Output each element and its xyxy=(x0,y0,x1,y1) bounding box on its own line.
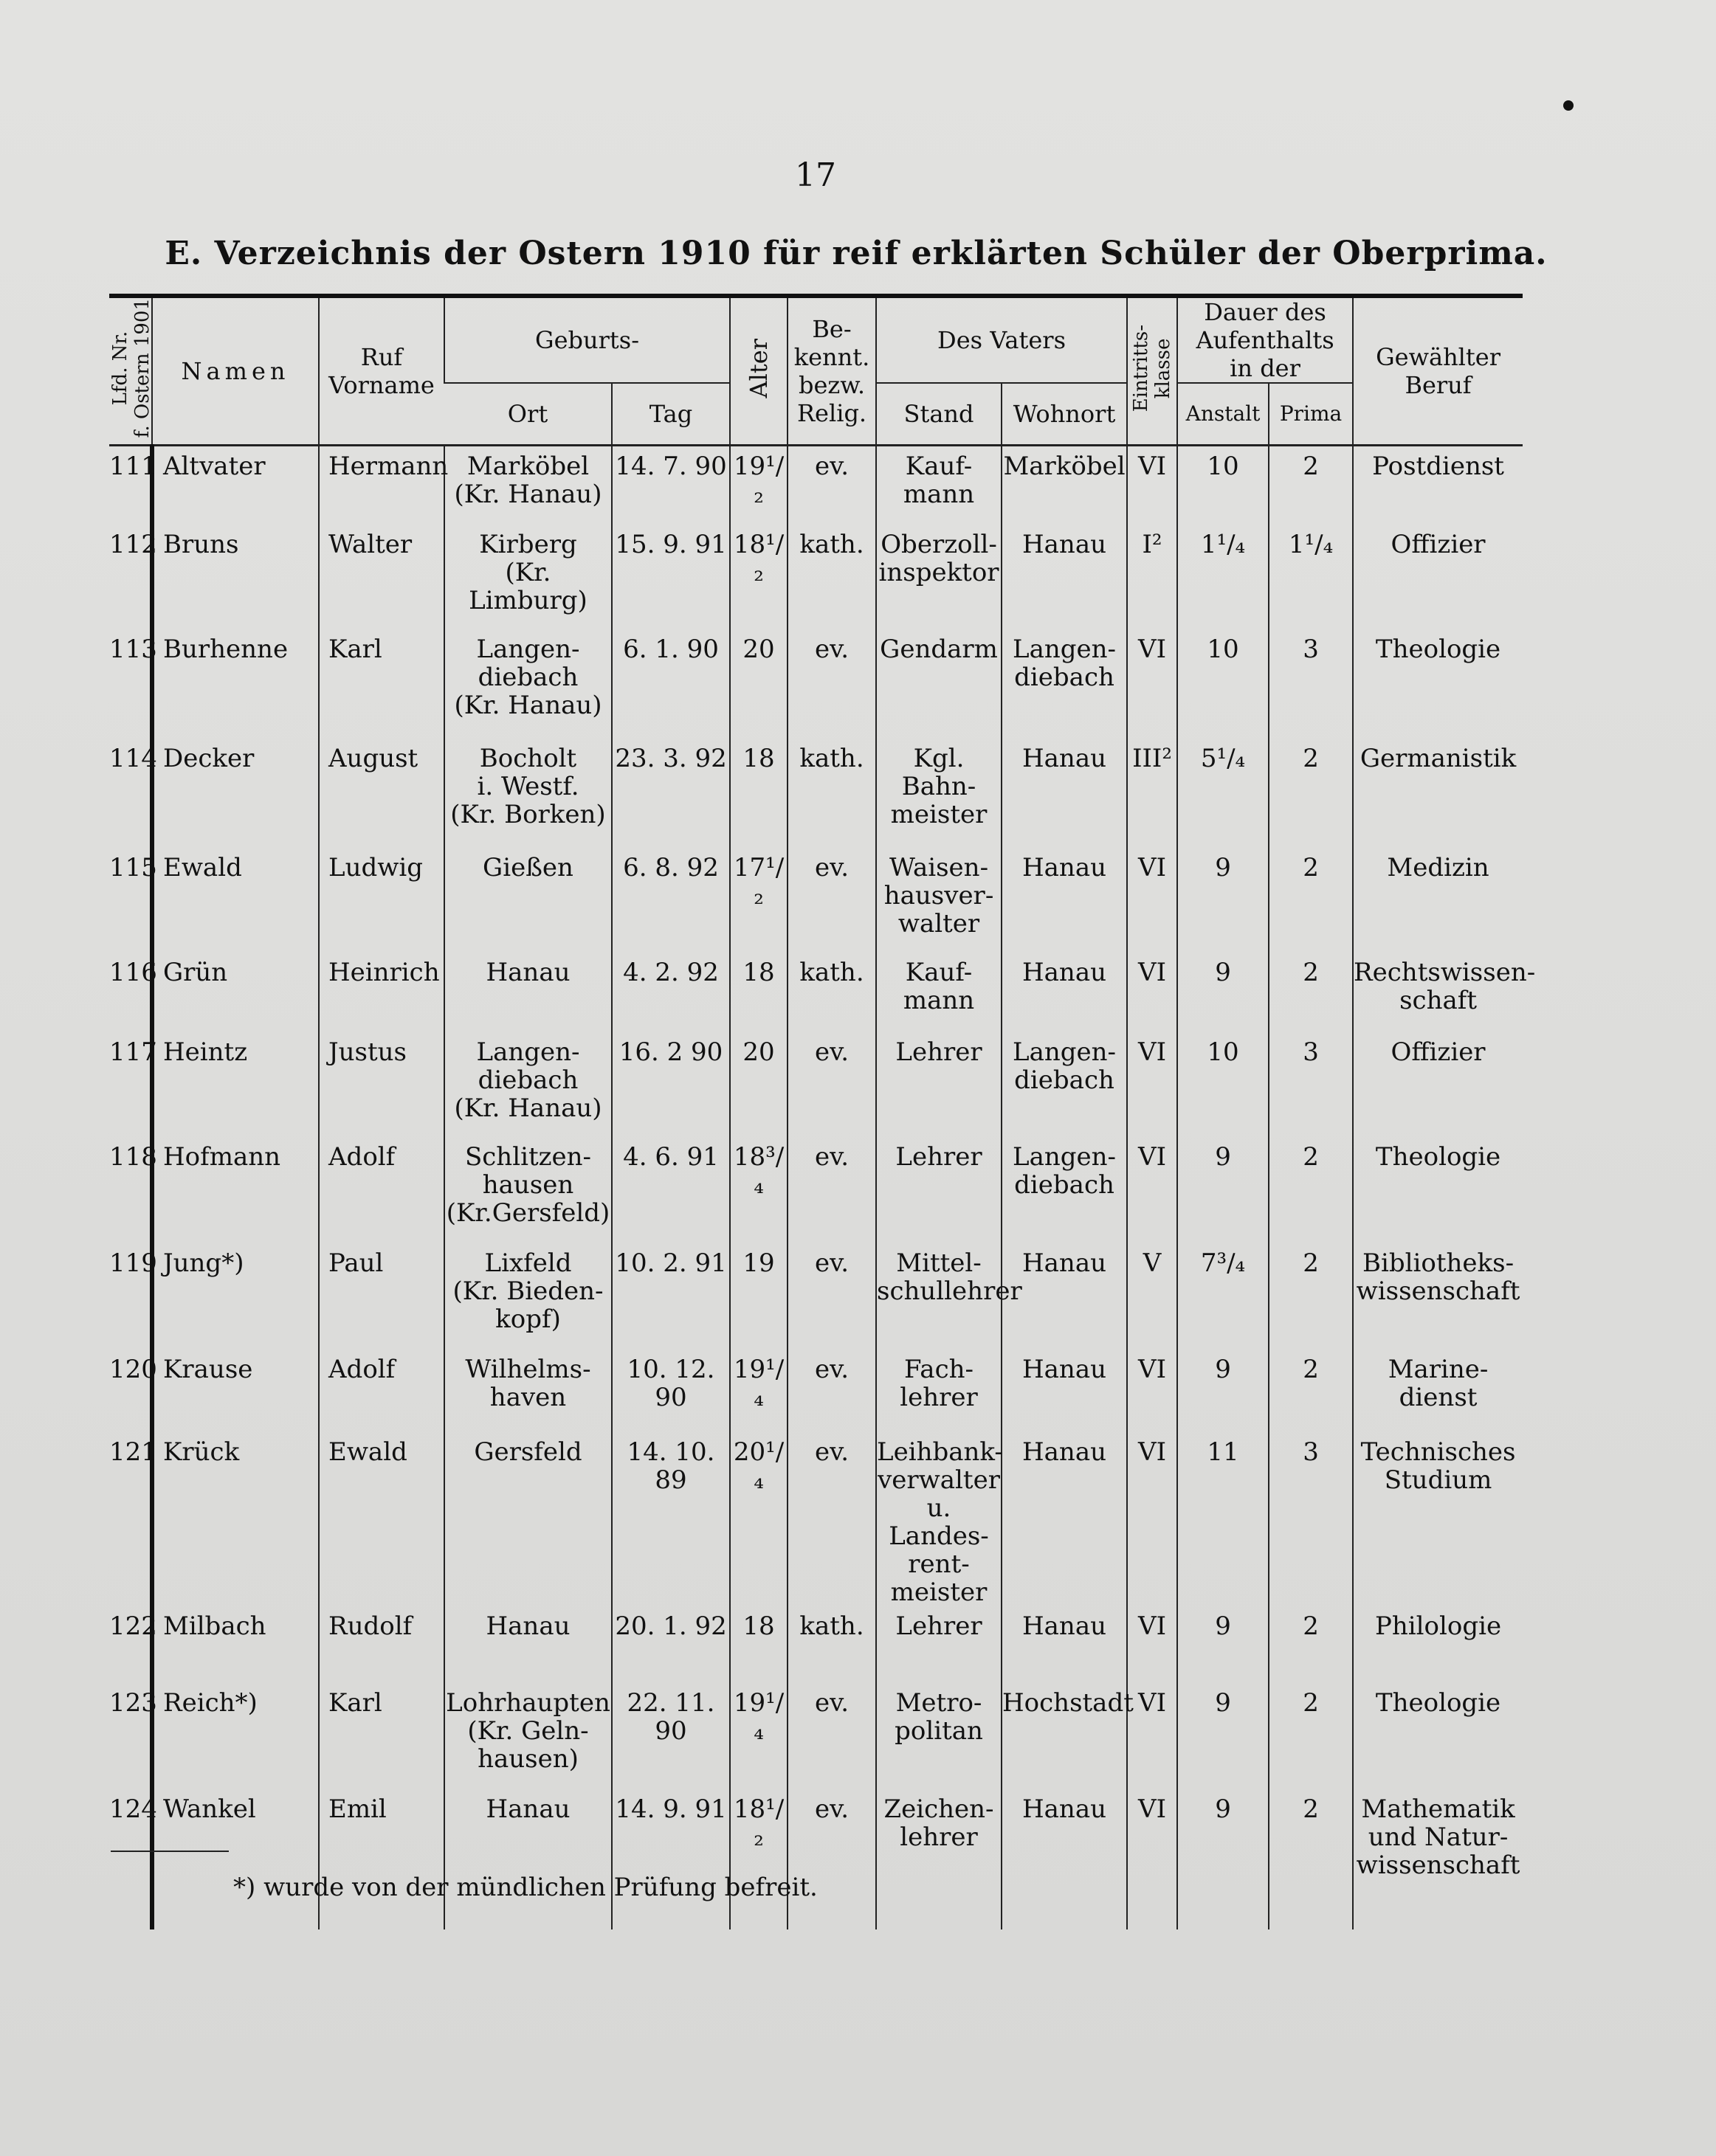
header-stand: Stand xyxy=(876,383,1002,445)
entry-class-cell: V xyxy=(1127,1243,1177,1350)
birth-date-cell: 14. 7. 90 xyxy=(612,445,730,525)
table-row xyxy=(109,1606,1523,1683)
header-dauer: Dauer des Aufenthalts in der xyxy=(1177,298,1353,383)
first-name-cell: Rudolf xyxy=(319,1606,444,1683)
surname-cell: Jung*) xyxy=(152,1243,319,1350)
birthplace-cell: Lixfeld (Kr. Bieden- kopf) xyxy=(444,1243,612,1350)
row-number-cell: 114 xyxy=(109,744,157,773)
entry-class-cell: VI xyxy=(1127,445,1177,525)
years-prima-cell: 1¹/₄ xyxy=(1269,525,1353,629)
years-prima-cell: 3 xyxy=(1269,629,1353,739)
father-occupation-cell: Zeichen- lehrer xyxy=(876,1789,1002,1929)
entry-class-cell: VI xyxy=(1127,1683,1177,1789)
table-row xyxy=(109,525,1523,629)
age-cell: 20 xyxy=(730,1032,788,1137)
years-school-cell: 7³/₄ xyxy=(1177,1243,1269,1350)
father-occupation-cell: Waisen- hausver- walter xyxy=(876,848,1002,953)
years-prima-cell: 2 xyxy=(1269,1350,1353,1432)
entry-class-cell: VI xyxy=(1127,953,1177,1032)
first-name-cell: Adolf xyxy=(319,1350,444,1432)
birth-date-cell: 4. 2. 92 xyxy=(612,953,730,1032)
years-school-cell: 9 xyxy=(1177,953,1269,1032)
birth-date-cell: 16. 2 90 xyxy=(612,1032,730,1137)
entry-class-cell: VI xyxy=(1127,1789,1177,1929)
row-number-cell: 115 xyxy=(109,853,157,882)
birth-date-cell: 15. 9. 91 xyxy=(612,525,730,629)
row-number-cell: 121 xyxy=(109,1437,157,1467)
header-lfd-nr: Lfd. Nr. f. Ostern 1901 xyxy=(109,298,152,445)
religion-cell: kath. xyxy=(788,1606,876,1683)
father-occupation-cell: Kauf- mann xyxy=(876,445,1002,525)
surname-cell: Burhenne xyxy=(152,629,319,739)
years-school-cell: 10 xyxy=(1177,445,1269,525)
surname-cell: Krause xyxy=(152,1350,319,1432)
entry-class-cell: VI xyxy=(1127,1432,1177,1606)
birthplace-cell: Kirberg (Kr. Limburg) xyxy=(444,525,612,629)
years-school-cell: 9 xyxy=(1177,848,1269,953)
years-prima-cell: 2 xyxy=(1269,739,1353,848)
ink-speck xyxy=(1563,100,1574,111)
birthplace-cell: Hanau xyxy=(444,953,612,1032)
father-occupation-cell: Leihbank- verwalter u. Landes- rent- meister xyxy=(876,1432,1002,1606)
table-row xyxy=(109,629,1523,739)
father-residence-cell: Langen- diebach xyxy=(1002,1137,1127,1243)
birthplace-cell: Langen- diebach (Kr. Hanau) xyxy=(444,629,612,739)
header-anstalt: Anstalt xyxy=(1177,383,1269,445)
chosen-career-cell: Marine- dienst xyxy=(1353,1350,1523,1432)
birthplace-cell: Langen- diebach (Kr. Hanau) xyxy=(444,1032,612,1137)
entry-class-cell: VI xyxy=(1127,1606,1177,1683)
entry-class-cell: VI xyxy=(1127,848,1177,953)
row-number-cell: 112 xyxy=(109,530,157,559)
father-residence-cell: Langen- diebach xyxy=(1002,1032,1127,1137)
father-residence-cell: Marköbel xyxy=(1002,445,1127,525)
surname-cell: Heintz xyxy=(152,1032,319,1137)
header-ort: Ort xyxy=(444,383,612,445)
header-prima: Prima xyxy=(1269,383,1353,445)
header-des-vaters: Des Vaters xyxy=(876,298,1127,383)
entry-class-cell: VI xyxy=(1127,1137,1177,1243)
father-occupation-cell: Fach- lehrer xyxy=(876,1350,1002,1432)
birthplace-cell: Hanau xyxy=(444,1606,612,1683)
birthplace-cell: Gießen xyxy=(444,848,612,953)
years-prima-cell: 2 xyxy=(1269,1606,1353,1683)
footnote-rule xyxy=(111,1851,229,1852)
father-occupation-cell: Gendarm xyxy=(876,629,1002,739)
years-prima-cell: 2 xyxy=(1269,953,1353,1032)
birth-date-cell: 6. 1. 90 xyxy=(612,629,730,739)
header-geburts: Geburts- xyxy=(444,298,730,383)
father-occupation-cell: Lehrer xyxy=(876,1137,1002,1243)
row-number-cell: 124 xyxy=(109,1794,157,1824)
first-name-cell: Walter xyxy=(319,525,444,629)
religion-cell: ev. xyxy=(788,1137,876,1243)
table-body xyxy=(109,445,1536,1929)
age-cell: 19 xyxy=(730,1243,788,1350)
age-cell: 18³/₄ xyxy=(730,1137,788,1243)
religion-cell: kath. xyxy=(788,739,876,848)
page-title: E. Verzeichnis der Ostern 1910 für reif erklärten Schüler der Oberprima. xyxy=(165,235,1548,272)
page-number: 17 xyxy=(795,156,836,194)
religion-cell: ev. xyxy=(788,445,876,525)
birthplace-cell: Gersfeld xyxy=(444,1432,612,1606)
surname-cell: Altvater xyxy=(152,445,319,525)
chosen-career-cell: Mathematik und Natur- wissenschaft xyxy=(1353,1789,1523,1929)
chosen-career-cell: Rechtswissen- schaft xyxy=(1353,953,1523,1032)
graduates-table xyxy=(109,298,1536,1929)
years-school-cell: 9 xyxy=(1177,1137,1269,1243)
footnote: *) wurde von der mündlichen Prüfung befreit. xyxy=(233,1873,818,1902)
father-residence-cell: Hanau xyxy=(1002,1606,1127,1683)
years-prima-cell: 3 xyxy=(1269,1032,1353,1137)
age-cell: 19¹/₂ xyxy=(730,445,788,525)
age-cell: 20¹/₄ xyxy=(730,1432,788,1606)
table-row xyxy=(109,739,1523,848)
first-name-cell: Adolf xyxy=(319,1137,444,1243)
religion-cell: ev. xyxy=(788,1683,876,1789)
years-prima-cell: 2 xyxy=(1269,445,1353,525)
father-occupation-cell: Mittel- schullehrer xyxy=(876,1243,1002,1350)
table-row xyxy=(109,1683,1523,1789)
birth-date-cell: 20. 1. 92 xyxy=(612,1606,730,1683)
birth-date-cell: 23. 3. 92 xyxy=(612,739,730,848)
row-number-cell: 117 xyxy=(109,1037,157,1067)
surname-cell: Milbach xyxy=(152,1606,319,1683)
father-residence-cell: Hanau xyxy=(1002,1350,1127,1432)
header-bekenntnis: Be- kennt. bezw. Relig. xyxy=(788,298,876,445)
table-row xyxy=(109,848,1523,953)
first-name-cell: Ludwig xyxy=(319,848,444,953)
father-occupation-cell: Metro- politan xyxy=(876,1683,1002,1789)
birthplace-cell: Hanau xyxy=(444,1789,612,1929)
surname-cell: Ewald xyxy=(152,848,319,953)
years-prima-cell: 2 xyxy=(1269,1243,1353,1350)
birthplace-cell: Lohrhaupten (Kr. Geln- hausen) xyxy=(444,1683,612,1789)
entry-class-cell: III² xyxy=(1127,739,1177,848)
chosen-career-cell: Technisches Studium xyxy=(1353,1432,1523,1606)
surname-cell: Hofmann xyxy=(152,1137,319,1243)
table-row xyxy=(109,1137,1523,1243)
religion-cell: ev. xyxy=(788,1432,876,1606)
surname-cell: Grün xyxy=(152,953,319,1032)
age-cell: 20 xyxy=(730,629,788,739)
chosen-career-cell: Theologie xyxy=(1353,629,1523,739)
years-school-cell: 9 xyxy=(1177,1606,1269,1683)
birth-date-cell: 14. 9. 91 xyxy=(612,1789,730,1929)
surname-cell: Krück xyxy=(152,1432,319,1606)
header-wohnort: Wohnort xyxy=(1002,383,1127,445)
surname-cell: Bruns xyxy=(152,525,319,629)
father-residence-cell: Hochstadt xyxy=(1002,1683,1127,1789)
years-school-cell: 9 xyxy=(1177,1789,1269,1929)
entry-class-cell: VI xyxy=(1127,629,1177,739)
age-cell: 19¹/₄ xyxy=(730,1350,788,1432)
years-school-cell: 9 xyxy=(1177,1350,1269,1432)
age-cell: 18 xyxy=(730,1606,788,1683)
father-residence-cell: Hanau xyxy=(1002,1432,1127,1606)
years-school-cell: 5¹/₄ xyxy=(1177,739,1269,848)
chosen-career-cell: Offizier xyxy=(1353,1032,1523,1137)
father-occupation-cell: Lehrer xyxy=(876,1606,1002,1683)
entry-class-cell: VI xyxy=(1127,1032,1177,1137)
row-number-cell: 120 xyxy=(109,1355,157,1384)
father-residence-cell: Hanau xyxy=(1002,525,1127,629)
years-school-cell: 10 xyxy=(1177,629,1269,739)
chosen-career-cell: Germanistik xyxy=(1353,739,1523,848)
father-occupation-cell: Lehrer xyxy=(876,1032,1002,1137)
header-beruf: Gewählter Beruf xyxy=(1353,298,1523,445)
religion-cell: ev. xyxy=(788,1243,876,1350)
father-residence-cell: Hanau xyxy=(1002,848,1127,953)
birth-date-cell: 22. 11. 90 xyxy=(612,1683,730,1789)
birthplace-cell: Bocholt i. Westf. (Kr. Borken) xyxy=(444,739,612,848)
table-row xyxy=(109,1432,1523,1606)
years-prima-cell: 3 xyxy=(1269,1432,1353,1606)
father-residence-cell: Hanau xyxy=(1002,739,1127,848)
age-cell: 18 xyxy=(730,953,788,1032)
row-number-cell: 118 xyxy=(109,1142,157,1172)
father-occupation-cell: Kgl. Bahn- meister xyxy=(876,739,1002,848)
row-number-cell: 113 xyxy=(109,635,157,664)
years-school-cell: 1¹/₄ xyxy=(1177,525,1269,629)
age-cell: 18¹/₂ xyxy=(730,525,788,629)
birthplace-cell: Marköbel (Kr. Hanau) xyxy=(444,445,612,525)
header-rufname: Ruf Vorname xyxy=(319,298,444,445)
years-prima-cell: 2 xyxy=(1269,1683,1353,1789)
row-number-cell: 116 xyxy=(109,958,157,987)
header-row-1 xyxy=(109,298,1523,383)
surname-cell: Decker xyxy=(152,739,319,848)
religion-cell: kath. xyxy=(788,953,876,1032)
chosen-career-cell: Theologie xyxy=(1353,1137,1523,1243)
table-row xyxy=(109,445,1523,525)
chosen-career-cell: Postdienst xyxy=(1353,445,1523,525)
father-residence-cell: Hanau xyxy=(1002,1789,1127,1929)
first-name-cell: Hermann xyxy=(319,445,444,525)
surname-cell: Reich*) xyxy=(152,1683,319,1789)
birth-date-cell: 6. 8. 92 xyxy=(612,848,730,953)
table-row xyxy=(109,1789,1523,1929)
chosen-career-cell: Theologie xyxy=(1353,1683,1523,1789)
age-cell: 17¹/₂ xyxy=(730,848,788,953)
row-number-cell: 122 xyxy=(109,1611,157,1641)
entry-class-cell: VI xyxy=(1127,1350,1177,1432)
birth-date-cell: 14. 10. 89 xyxy=(612,1432,730,1606)
father-residence-cell: Hanau xyxy=(1002,1243,1127,1350)
row-number-cell: 111 xyxy=(109,451,157,481)
religion-cell: ev. xyxy=(788,629,876,739)
religion-cell: ev. xyxy=(788,1350,876,1432)
surname-cell: Wankel xyxy=(152,1789,319,1929)
chosen-career-cell: Bibliotheks- wissenschaft xyxy=(1353,1243,1523,1350)
birth-date-cell: 4. 6. 91 xyxy=(612,1137,730,1243)
years-school-cell: 10 xyxy=(1177,1032,1269,1137)
table-row xyxy=(109,1032,1523,1137)
chosen-career-cell: Philologie xyxy=(1353,1606,1523,1683)
row-number-cell: 119 xyxy=(109,1248,157,1278)
father-occupation-cell: Kauf- mann xyxy=(876,953,1002,1032)
years-prima-cell: 2 xyxy=(1269,1137,1353,1243)
first-name-cell: August xyxy=(319,739,444,848)
first-name-cell: Emil xyxy=(319,1789,444,1929)
first-name-cell: Karl xyxy=(319,1683,444,1789)
age-cell: 18 xyxy=(730,739,788,848)
row-number-cell: 123 xyxy=(109,1688,157,1718)
header-alter: Alter xyxy=(730,298,788,445)
table-row xyxy=(109,953,1523,1032)
years-school-cell: 11 xyxy=(1177,1432,1269,1606)
father-residence-cell: Hanau xyxy=(1002,953,1127,1032)
religion-cell: ev. xyxy=(788,848,876,953)
birthplace-cell: Schlitzen- hausen (Kr.Gersfeld) xyxy=(444,1137,612,1243)
age-cell: 18¹/₂ xyxy=(730,1789,788,1929)
chosen-career-cell: Medizin xyxy=(1353,848,1523,953)
years-prima-cell: 2 xyxy=(1269,1789,1353,1929)
chosen-career-cell: Offizier xyxy=(1353,525,1523,629)
father-occupation-cell: Oberzoll- inspektor xyxy=(876,525,1002,629)
birth-date-cell: 10. 2. 91 xyxy=(612,1243,730,1350)
header-eintrittsklasse: Eintritts- klasse xyxy=(1127,298,1177,445)
table-row xyxy=(109,1350,1523,1432)
age-cell: 19¹/₄ xyxy=(730,1683,788,1789)
header-tag: Tag xyxy=(612,383,730,445)
first-name-cell: Justus xyxy=(319,1032,444,1137)
first-name-cell: Heinrich xyxy=(319,953,444,1032)
religion-cell: kath. xyxy=(788,525,876,629)
birth-date-cell: 10. 12. 90 xyxy=(612,1350,730,1432)
years-school-cell: 9 xyxy=(1177,1683,1269,1789)
father-residence-cell: Langen- diebach xyxy=(1002,629,1127,739)
religion-cell: ev. xyxy=(788,1789,876,1929)
entry-class-cell: I² xyxy=(1127,525,1177,629)
header-namen: Namen xyxy=(152,298,319,445)
first-name-cell: Ewald xyxy=(319,1432,444,1606)
first-name-cell: Karl xyxy=(319,629,444,739)
first-name-cell: Paul xyxy=(319,1243,444,1350)
birthplace-cell: Wilhelms- haven xyxy=(444,1350,612,1432)
religion-cell: ev. xyxy=(788,1032,876,1137)
years-prima-cell: 2 xyxy=(1269,848,1353,953)
table-row xyxy=(109,1243,1523,1350)
